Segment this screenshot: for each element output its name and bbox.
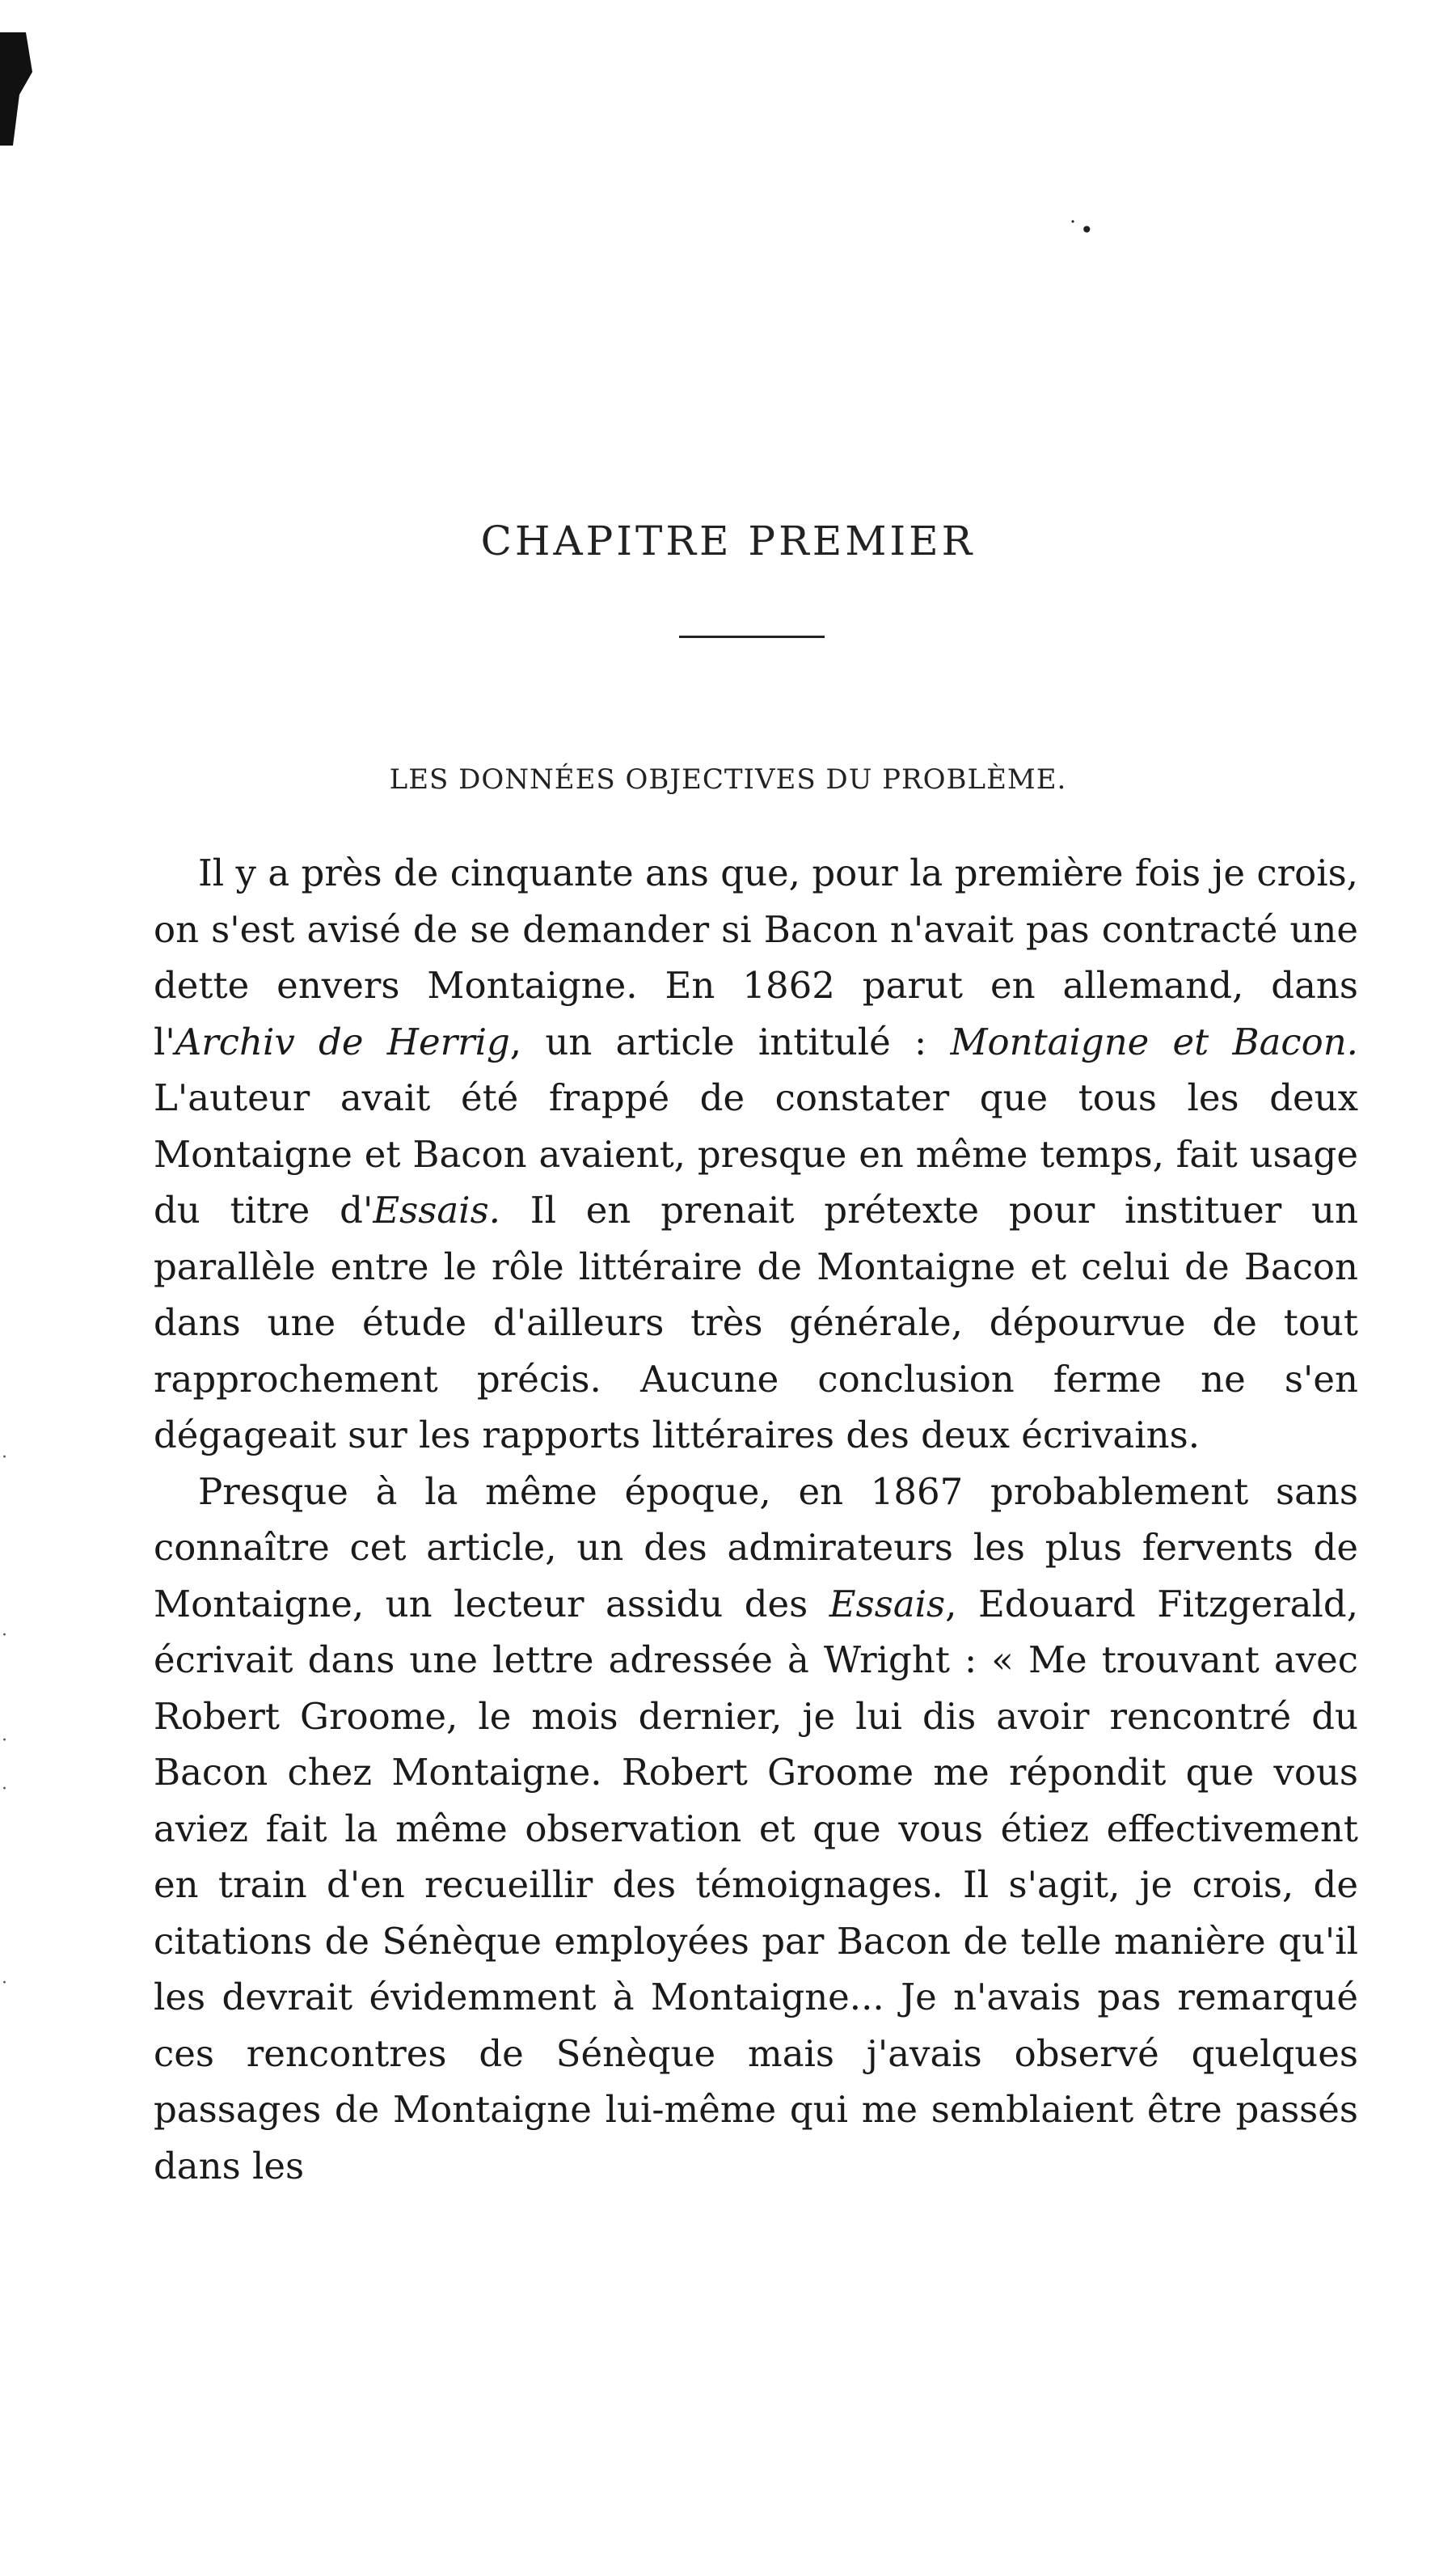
edge-dot-artifact: · (2, 1731, 7, 1751)
text-segment: , un article intitulé : (509, 1020, 951, 1063)
italic-title: Essais (829, 1582, 946, 1625)
italic-title: Montaigne et Bacon. (950, 1020, 1358, 1063)
text-segment: Il y a près de cinquante ans que, pour la première fois je crois, on s'est avisé de se demander si Bacon n'avait pas contracté une dette envers Montaigne. En 1862 parut en allemand, dans l' (154, 852, 1358, 1063)
edge-dot-artifact: · (2, 1973, 7, 1993)
text-segment: , Edouard Fitzgerald, écrivait dans une lettre adressée à Wright : « Me trouvant avec Robert Groome, le mois dernier, je lui dis avoir rencontré du Bacon chez Montaigne. Robert Groome me répondit que vous aviez fait la même observation et que vous étiez effectivement en train d'en recueillir des témoignages. Il s'agit, je crois, de citations de Sénèque employées par Bacon de telle manière qu'il les devrait évidemment à Montaigne... Je n'avais pas remarqué ces rencontres de Sénèque mais j'avais observé quelques passages de Montaigne lui-même qui me semblaient être passés dans les (154, 1582, 1358, 2187)
scan-edge-artifact (0, 32, 32, 146)
paragraph (154, 1464, 1358, 2195)
edge-dot-artifact: · (2, 1625, 7, 1646)
text-segment: Il en prenait prétexte pour instituer un parallèle entre le rôle littéraire de Montaigne et celui de Bacon dans une étude d'ailleurs très générale, dépourvue de tout rapprochement précis. Aucune conclusion ferme ne s'en dégageait sur les rapports littéraires des deux écrivains. (154, 1189, 1358, 1456)
edge-dot-artifact: · (2, 1779, 7, 1799)
edge-dot-artifact: · (2, 1448, 7, 1468)
paragraph (154, 845, 1358, 1464)
text-segment: L'auteur avait été frappé de constater que tous les deux Montaigne et Bacon avaient, presque en même temps, fait usage du titre d' (154, 1076, 1358, 1232)
chapter-title: CHAPITRE PREMIER (480, 518, 976, 564)
scan-speck-artifact: ˙• (1067, 217, 1095, 243)
title-divider (679, 636, 825, 638)
italic-title: Essais. (373, 1189, 500, 1232)
italic-title: Archiv de Herrig (175, 1020, 510, 1063)
body-text (154, 845, 1358, 2194)
text-segment: Presque à la même époque, en 1867 probablement sans connaître cet article, un des admirateurs les plus fervents de Montaigne, un lecteur assidu des (154, 1469, 1358, 1625)
section-heading: LES DONNÉES OBJECTIVES DU PROBLÈME. (389, 763, 1067, 796)
